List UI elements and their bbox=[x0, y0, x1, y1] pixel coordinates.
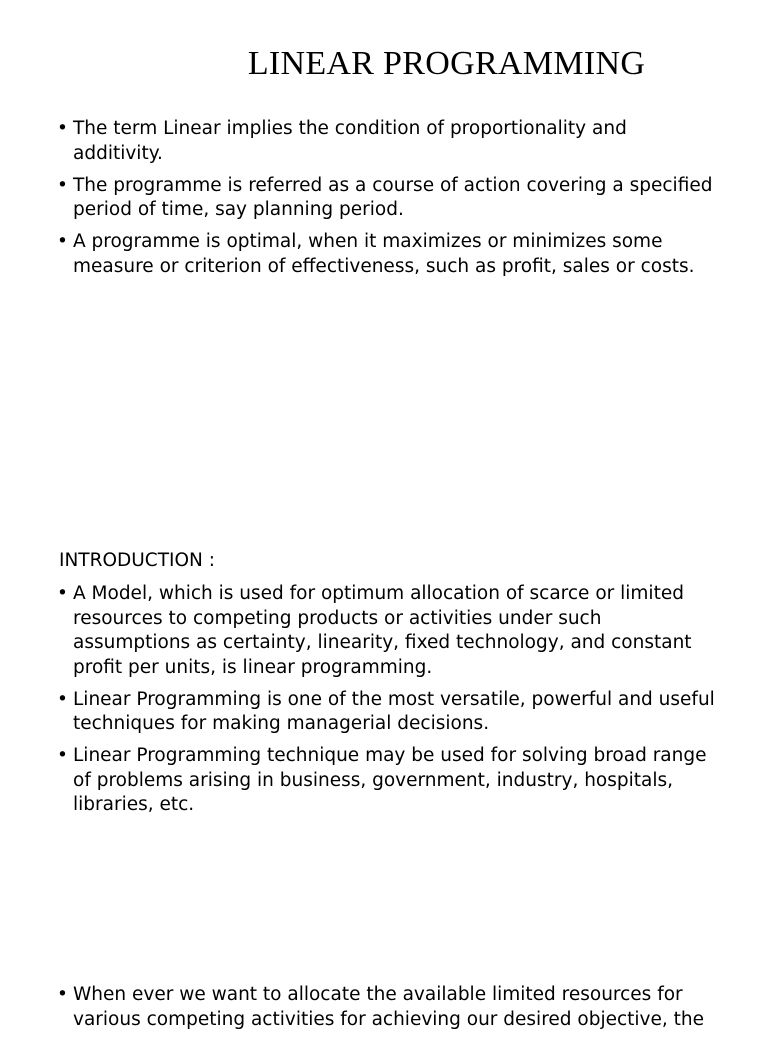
introduction-heading: INTRODUCTION : bbox=[59, 550, 215, 571]
page-title: LINEAR PROGRAMMING bbox=[247, 45, 646, 82]
list-item: • The programme is referred as a course of action covering a specified period of time, say planning period. bbox=[57, 174, 717, 223]
introduction-bullet-list bbox=[57, 582, 717, 825]
list-item: • Linear Programming is one of the most versatile, powerful and useful techniques for making managerial decisions. bbox=[57, 688, 717, 737]
list-item: • The term Linear implies the condition of proportionality and additivity. bbox=[57, 117, 717, 166]
list-item: • When ever we want to allocate the available limited resources for various competing activities for achieving our desired objective, the bbox=[57, 983, 717, 1032]
list-item: • A Model, which is used for optimum allocation of scarce or limited resources to competing products or activities under such assumptions as certainty, linearity, fixed technology, and constant profit per units, is linear programming. bbox=[57, 582, 717, 680]
allocation-bullet-list bbox=[57, 983, 717, 1040]
list-item: • A programme is optimal, when it maximizes or minimizes some measure or criterion of effectiveness, such as profit, sales or costs. bbox=[57, 230, 717, 279]
definition-bullet-list bbox=[57, 117, 717, 287]
list-item: • Linear Programming technique may be used for solving broad range of problems arising in business, government, industry, hospitals, libraries, etc. bbox=[57, 744, 717, 818]
